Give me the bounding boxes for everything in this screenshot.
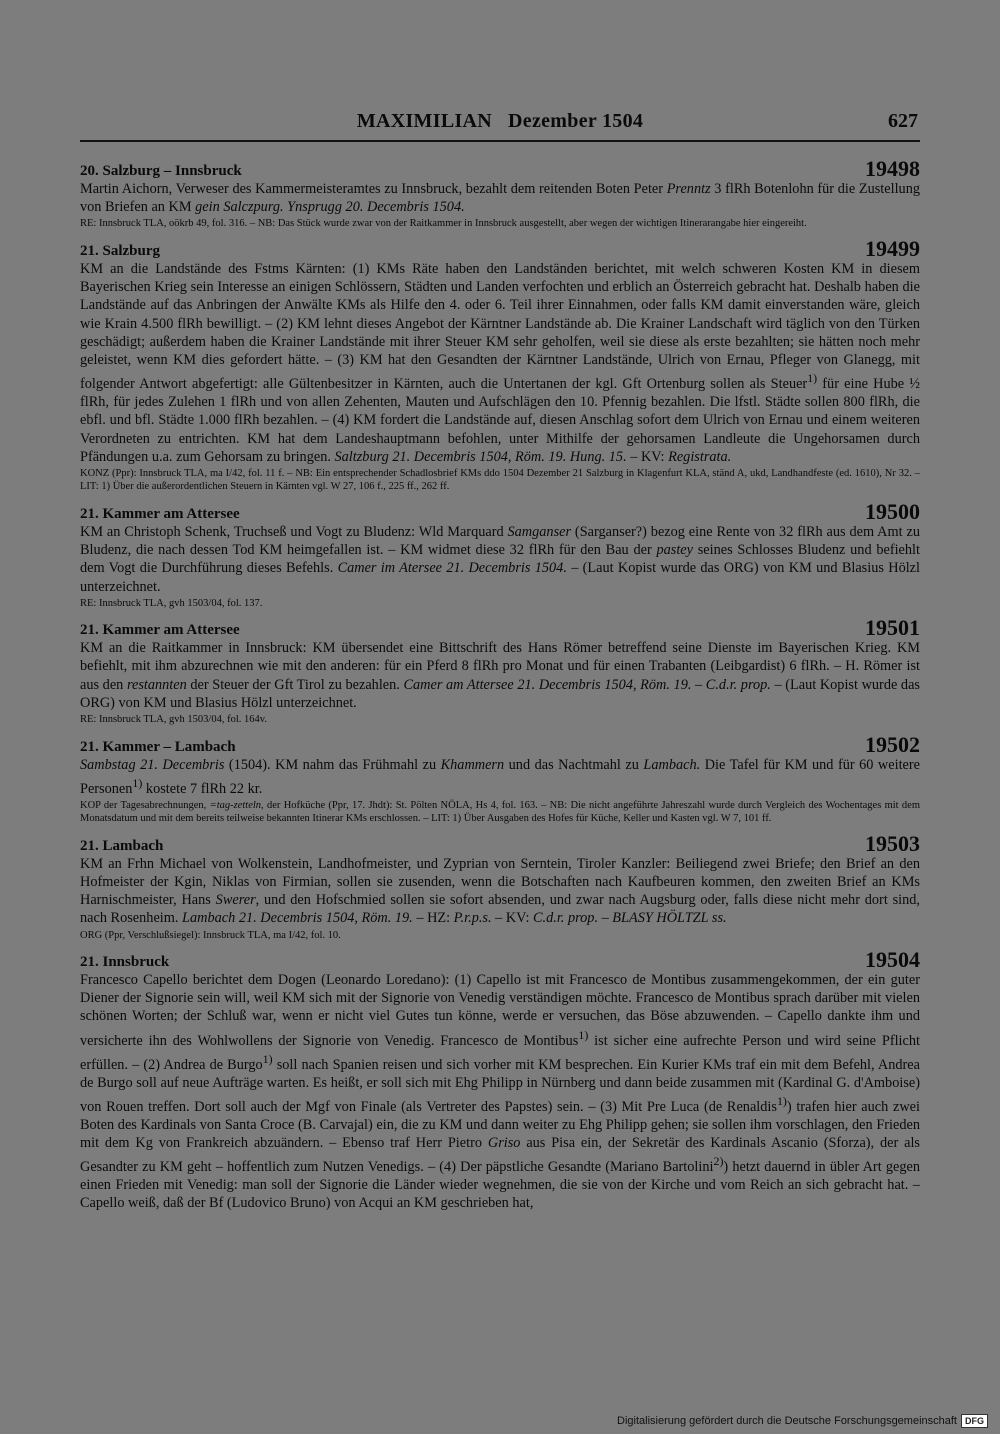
header-rule: [80, 140, 920, 142]
entry-heading: [80, 158, 920, 180]
regesta-list: [80, 158, 920, 1220]
entry-heading: [80, 949, 920, 971]
entry-heading: [80, 498, 920, 524]
entry-number: 19500: [865, 498, 920, 524]
entry-number: 19501: [865, 615, 920, 641]
entry-number: 19502: [865, 731, 920, 757]
entry-source-note: RE: Innsbruck TLA, gvh 1503/04, fol. 137.: [80, 597, 263, 609]
entry-source-note: RE: Innsbruck TLA, gvh 1503/04, fol. 164v.: [80, 714, 267, 726]
entry-body: KM an die Landstände des Fstms Kärnten: (1) KMs Räte haben den Landständen berichtet, mit welch schweren Kosten KM in diesem Bayerischen Krieg sein Interesse an einigen Schlössern, Städten und Landen verfochten und erblich an Österreich gebracht hat. Deshalb haben die Landstände auf das Anbringen der Anwälte KMs als Hilfe den 4. oder 6. Teil ihrer Einnahmen, oder falls KM damit einverstanden wäre, gleich wie Krain 4.500 flRh bewilligt. – (2) KM lehnt dieses Angebot der Kärntner Landstände ab. Die Krainer Landschaft wird täglich von den Türken geschädigt; außerdem haben die Krainer Landstände mit ihrer Steuer KM sehr geholfen, weil sie diese als erste bezahlten; sie hätten noch mehr geleistet, wenn KM dies gefordert hätte. – (3) KM hat den Gesandten der Kärntner Landstände, Ulrich von Ernau, Pfleger von Glanegg, mit folgender Antwort abgefertigt: alle Gültenbesitzer in Kärnten, auch die Untertanen der kgl. Gft Ortenburg sollen als Steuer$^{1)}$ für eine Hube ½ flRh, für jedes Zulehen 1 flRh und von allen Zehenten, Mauten und Aufschlägen den 10. Pfennig bezahlen. Die lfstl. Städte sollen 800 flRh, die ebfl. und bfl. Städte 1.000 flRh bezahlen. – (4) KM fordert die Landstände auf, diesen Anschlag sofort dem Ulrich von Ernau und einem weiteren Verordneten zu entrichten. KM hat dem Landeshauptmann befohlen, unter Mithilfe der gehorsamen Landleute die Ungehorsamen durch Pfändungen u.a. zum Gehorsam zu bringen. Saltzburg 21. Decembris 1504, Röm. 19. Hung. 15. – KV: Registrata.: [80, 260, 920, 465]
entry-date-place: 21. Kammer – Lambach: [80, 738, 236, 755]
regest-entry: [80, 158, 920, 231]
entry-number: 19499: [865, 235, 920, 261]
entry-date-place: 20. Salzburg – Innsbruck: [80, 163, 242, 179]
regest-entry: [80, 830, 920, 942]
entry-number: 19503: [865, 830, 920, 856]
page-footer: [617, 1414, 988, 1428]
regest-entry: [80, 617, 920, 726]
running-title: [80, 110, 920, 133]
footer-credit: Digitalisierung gefördert durch die Deutsche Forschungsgemeinschaft: [617, 1415, 957, 1427]
entry-source-note: KONZ (Ppr): Innsbruck TLA, ma I/42, fol. 11 f. – NB: Ein entsprechender Schadlosbrief KMs ddo 1504 Dezember 21 Salzburg in Klagenfurt KLA, ständ A, ukd, Landhandfeste (ed. 1610), Nr 32. – LIT: 1) Über die außerordentlichen Steuern in Kärnten vgl. W 27, 106 f., 225 ff., 262 ff.: [80, 467, 920, 493]
page-header: [80, 110, 920, 138]
entry-heading: [80, 235, 920, 261]
entry-body: KM an die Raitkammer in Innsbruck: KM übersendet eine Bittschrift des Hans Römer betreffend seine Dienste im Bayerischen Krieg. KM befiehlt, mit ihm abzurechnen wie mit den anderen: für ein Pferd 8 flRh pro Monat und für einen Trabanten (Leibgardist) 6 flRh. – H. Römer ist aus den restannten der Steuer der Gft Tirol zu bezahlen. Camer am Attersee 21. Decembris 1504, Röm. 19. – C.d.r. prop. – (Laut Kopist wurde das ORG) von KM und Blasius Hölzl unterzeichnet.: [80, 640, 920, 711]
entry-date-place: 21. Lambach: [80, 837, 164, 854]
entry-heading: [80, 617, 920, 639]
entry-body: KM an Frhn Michael von Wolkenstein, Landhofmeister, und Zyprian von Serntein, Tiroler Kanzler: Beiliegend zwei Briefe; den Brief an den Hofmeister der Kgin, Niklas von Firmian, sollen sie zusenden, wenn die Botschaften nach Kaufbeuren kommen, den zweiten Brief an KMs Harnischmeister, Hans Swerer, und den Hofschmied sollen sie sofort absenden, und zwar nach Augsburg oder, falls diese nicht mehr dort sind, nach Rosenheim. Lambach 21. Decembris 1504, Röm. 19. – HZ: P.r.p.s. – KV: C.d.r. prop. – BLASY HÖLTZL ss.: [80, 855, 920, 927]
regest-entry: [80, 498, 921, 610]
entry-body: Sambstag 21. Decembris (1504). KM nahm das Frühmahl zu Khammern und das Nachtmahl zu Lambach. Die Tafel für KM und für 60 weitere Personen$^{1)}$ kostete 7 flRh 22 kr.: [80, 756, 920, 797]
page-number: 627: [888, 110, 918, 132]
entry-source-note: KOP der Tagesabrechnungen, =tag-zetteln, der Hofküche (Ppr, 17. Jhdt): St. Pölten NÖLA, Hs 4, fol. 163. – NB: Die nicht angeführte Jahreszahl wurde durch Vergleich des Wochentages mit dem Monatsdatum und mit dem bereits teilweise bekannten Itinerar KMs erschlossen. – LIT: 1) Über Ausgaben des Hofes für Küche, Keller und Kasten vgl. W 7, 101 ff.: [80, 799, 920, 825]
regest-entry: [80, 949, 920, 1213]
entry-body: Martin Aichorn, Verweser des Kammermeisteramtes zu Innsbruck, bezahlt dem reitenden Boten Peter Prenntz 3 flRh Botenlohn für die Zustellung von Briefen an KM gein Salczpurg. Ynsprugg 20. Decembris 1504.: [80, 181, 920, 216]
entry-body: Francesco Capello berichtet dem Dogen (Leonardo Loredano): (1) Capello ist mit Francesco de Montibus zusammengekommen, der ein guter Diener der Signorie sein will, weil KM sich mit der Signorie von Venedig verständigen möchte. Francesco de Montibus sprach darüber mit vielen schönen Worten; der Schluß war, wenn er nicht viel Gutes tun könne, werde er versuchen, das Böse abzuwenden. – Capello dankte ihm und versicherte ihn des Wohlwollens der Signorie von Venedig. Francesco de Montibus$^{1)}$ ist sicher eine aufrechte Person und wird seine Pflicht erfüllen. – (2) Andrea de Burgo$^{1)}$ soll nach Spanien reisen und sich vorher mit KM besprechen. Ein Kurier KMs traf ein mit dem Befehl, Andrea de Burgo soll auf neue Aufträge warten. Es heißt, er soll sich mit Ehg Philipp in Nürnberg und dann beide zusammen mit (Kardinal G. d'Amboise) von Rouen treffen. Dort soll auch der Mgf von Finale (als Vertreter des Papstes) sein. – (3) Mit Pre Luca (de Renaldis$^{1)}$) trafen hier auch zwei Boten des Kardinals von Santa Croce (B. Carvajal) ein, die zu KM und dann weiter zu Ehg Philipp gehen; sie sollen ihm vorschlagen, den Frieden mit dem Kg von Frankreich abzuändern. – Ebenso traf Herr Pietro Griso aus Pisa ein, der Sekretär des Kardinals Ascanio (Sforza), der als Gesandter zu KM geht – hoffentlich zum Nutzen Venedigs. – (4) Der päpstliche Gesandte (Mariano Bartolini$^{2)}$) hetzt dauernd in übler Art gegen einen Frieden mit Venedig: man soll der Signorie die Länder wieder wegnehmen, die sie von der Kirche und vom Reich an sich gebracht hat. – Capello weiß, daß der Bf (Ludovico Bruno) von Acqui an KM geschrieben hat,: [80, 972, 920, 1212]
regest-entry: [80, 235, 920, 494]
entry-number: 19498: [865, 156, 920, 181]
entry-heading: [80, 731, 920, 757]
running-title-name: MAXIMILIAN: [356, 110, 493, 132]
running-title-date: Dezember 1504: [508, 110, 644, 132]
entry-body: KM an Christoph Schenk, Truchseß und Vogt zu Bludenz: Wld Marquard Samganser (Sarganser?) bezog eine Rente von 32 flRh aus dem Amt zu Bludenz, die nach dessen Tod KM heimgefallen ist. – KM widmet diese 32 flRh für den Bau der pastey seines Schlosses Bludenz und befiehlt dem Vogt die Durchführung dieses Befehls. Camer im Atersee 21. Decembris 1504. – (Laut Kopist wurde das ORG) von KM und Blasius Hölzl unterzeichnet.: [80, 523, 921, 595]
entry-date-place: 21. Kammer am Attersee: [80, 505, 240, 522]
entry-number: 19504: [865, 947, 920, 973]
entry-date-place: 21. Salzburg: [80, 242, 161, 259]
entry-date-place: 21. Innsbruck: [80, 954, 170, 971]
entry-source-note: ORG (Ppr, Verschlußsiegel): Innsbruck TLA, ma I/42, fol. 10.: [80, 929, 341, 941]
regest-entry: [80, 731, 920, 826]
entry-date-place: 21. Kammer am Attersee: [80, 622, 240, 639]
entry-source-note: RE: Innsbruck TLA, oökrb 49, fol. 316. – NB: Das Stück wurde zwar von der Raitkammer in Innsbruck ausgestellt, aber wegen der wichtigen Itinerarangabe hier eingereiht.: [80, 218, 807, 230]
entry-heading: [80, 830, 920, 856]
dfg-logo: DFG: [961, 1414, 988, 1428]
